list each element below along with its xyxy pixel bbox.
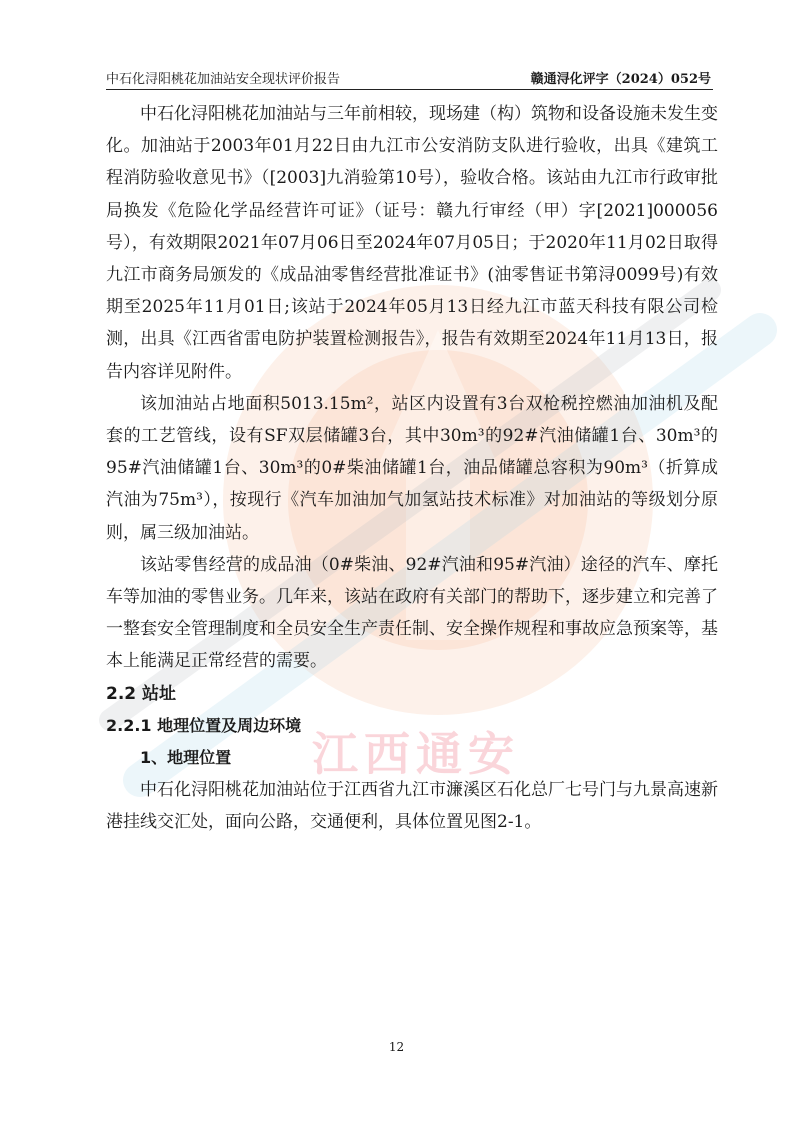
paragraph-station-history: 中石化浔阳桃花加油站与三年前相较，现场建（构）筑物和设备设施未发生变化。加油站于2003年01月22日由九江市公安消防支队进行验收，出具《建筑工程消防验收意见书》（[2003]九消验第10号），验收合格。该站由九江市行政审批局换发《危险化学品经营许可证》（证号：赣九行审经（甲）字[2021]000056号），有效期限2021年07月06日至2024年07月05日；于2020年11月02日取得九江市商务局颁发的《成品油零售经营批准证书》(油零售证书第浔0099号)有效期至2025年11月01日;该站于2024年05月13日经九江市蓝天科技有限公司检测，出具《江西省雷电防护装置检测报告》，报告有效期至2024年11月13日，报告内容详见附件。 bbox=[106, 104, 718, 382]
paragraph-location: 中石化浔阳桃花加油站位于江西省九江市濂溪区石化总厂七号门与九景高速新港挂线交汇处，面向公路，交通便利，具体位置见图2-1。 bbox=[106, 780, 718, 833]
watermark-text: 江西通安 bbox=[312, 727, 520, 781]
section-heading-2-2-1: 2.2.1 地理位置及周边环境 bbox=[106, 715, 302, 735]
header-report-title: 中石化浔阳桃花加油站安全现状评价报告 bbox=[106, 72, 341, 87]
subsection-heading-location: 1、地理位置 bbox=[140, 748, 232, 768]
document-body bbox=[106, 98, 718, 839]
page-number: 12 bbox=[388, 1040, 405, 1054]
paragraph-station-operations: 该站零售经营的成品油（0#柴油、92#汽油和95#汽油）途径的汽车、摩托车等加油的零售业务。几年来，该站在政府有关部门的帮助下，逐步建立和完善了一整套安全管理制度和全员安全生产责任制、安全操作规程和事故应急预案等，基本上能满足正常经营的需要。 bbox=[106, 554, 718, 672]
header-report-number: 赣通浔化评字（2024）052号 bbox=[530, 72, 711, 87]
paragraph-station-facilities: 该加油站占地面积5013.15m²，站区内设置有3台双枪税控燃油加油机及配套的工艺管线，设有SF双层储罐3台，其中30m³的92#汽油储罐1台、30m³的95#汽油储罐1台、30m³的0#柴油储罐1台，油品储罐总容积为90m³（折算成汽油为75m³），按现行《汽车加油加气加氢站技术标准》对加油站的等级划分原则，属三级加油站。 bbox=[106, 393, 718, 543]
section-heading-2-2: 2.2 站址 bbox=[106, 683, 177, 704]
header-divider bbox=[106, 89, 713, 90]
